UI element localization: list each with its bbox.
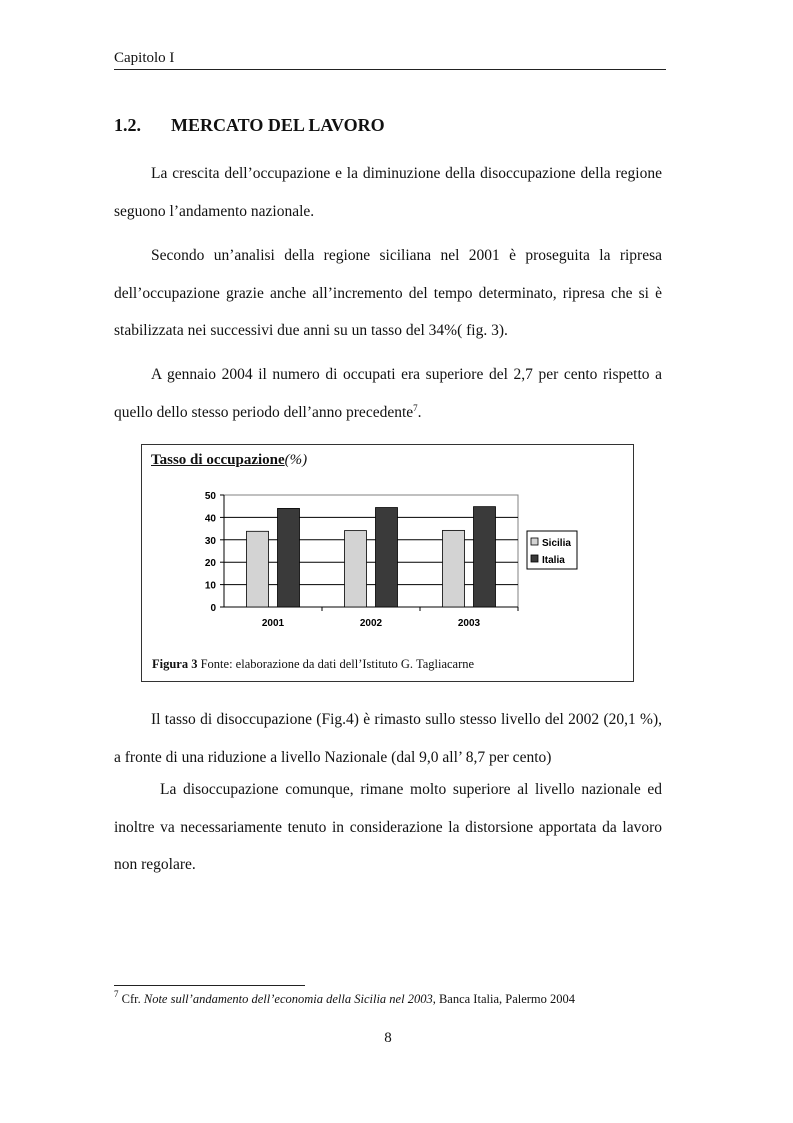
paragraph-3-text: A gennaio 2004 il numero di occupati era superiore del 2,7 per cento rispetto a quello dello stesso periodo dell’anno precedente — [114, 366, 662, 421]
section-number: 1.2. — [114, 115, 141, 135]
footnote-prefix: Cfr. — [118, 992, 144, 1006]
bar-italia-2002 — [376, 508, 398, 607]
bar-sicilia-2002 — [345, 531, 367, 607]
caption-label: Figura 3 — [152, 657, 198, 671]
legend-swatch-sicilia — [531, 538, 538, 545]
x-tick-label: 2003 — [457, 618, 481, 629]
footnote-ref: 7 — [413, 402, 418, 413]
paragraph-4: Il tasso di disoccupazione (Fig.4) è rimasto sullo stesso livello del 2002 (20,1 %), a fronte di una riduzione a livello Nazionale (dal 9,0 all’ 8,7 per cento) — [114, 711, 662, 766]
paragraph-3 — [114, 356, 662, 431]
y-tick-label: 10 — [204, 580, 216, 592]
paragraph-5: La disoccupazione comunque, rimane molto superiore al livello nazionale ed inoltre va necessariamente tenuto in considerazione la distorsione apportata da lavoro non regolare. — [114, 781, 662, 873]
y-tick-label: 20 — [204, 558, 216, 570]
bar-italia-2001 — [278, 508, 300, 607]
footnote-number: 7 — [114, 989, 119, 999]
chart-title — [151, 452, 307, 469]
y-tick-label: 30 — [204, 535, 216, 547]
bar-sicilia-2001 — [247, 531, 269, 607]
figure-caption — [152, 657, 474, 672]
page-number: 8 — [384, 1030, 392, 1046]
y-tick-label: 40 — [204, 513, 216, 525]
section-heading — [114, 115, 385, 136]
section-title: MERCATO DEL LAVORO — [171, 115, 385, 135]
paragraph-1: La crescita dell’occupazione e la diminuzione della disoccupazione della regione seguono l’andamento nazionale. — [114, 165, 662, 220]
figure-3 — [141, 444, 634, 682]
bar-sicilia-2003 — [443, 530, 465, 607]
footnote-suffix: , Banca Italia, Palermo 2004 — [432, 992, 576, 1006]
chart-title-unit: (%) — [284, 452, 308, 468]
paragraph-3-end: . — [417, 403, 422, 421]
footnote-divider — [114, 985, 305, 986]
footnote-title: Note sull’andamento dell’economia della Sicilia nel 2003 — [143, 992, 433, 1006]
legend-label-sicilia: Sicilia — [542, 538, 571, 549]
chapter-label: Capitolo I — [114, 50, 175, 66]
bar-italia-2003 — [474, 507, 496, 607]
legend-label-italia: Italia — [542, 555, 565, 566]
occupation-chart — [142, 445, 633, 681]
paragraph-2: Secondo un’analisi della regione siciliana nel 2001 è proseguita la ripresa dell’occupazione grazie anche all’incremento del tempo determinato, ripresa che si è stabilizzata nei successivi due anni su un tasso del 34%( fig. 3). — [114, 247, 662, 339]
y-tick-label: 0 — [210, 603, 216, 614]
y-tick-label: 50 — [204, 491, 216, 502]
legend-swatch-italia — [531, 555, 538, 562]
running-header — [114, 50, 666, 70]
footnote — [114, 989, 576, 1007]
x-tick-label: 2002 — [359, 618, 383, 629]
caption-text: Fonte: elaborazione da dati dell’Istituto G. Tagliacarne — [197, 657, 475, 671]
chart-title-text: Tasso di occupazione — [151, 452, 285, 468]
x-tick-label: 2001 — [261, 618, 285, 629]
